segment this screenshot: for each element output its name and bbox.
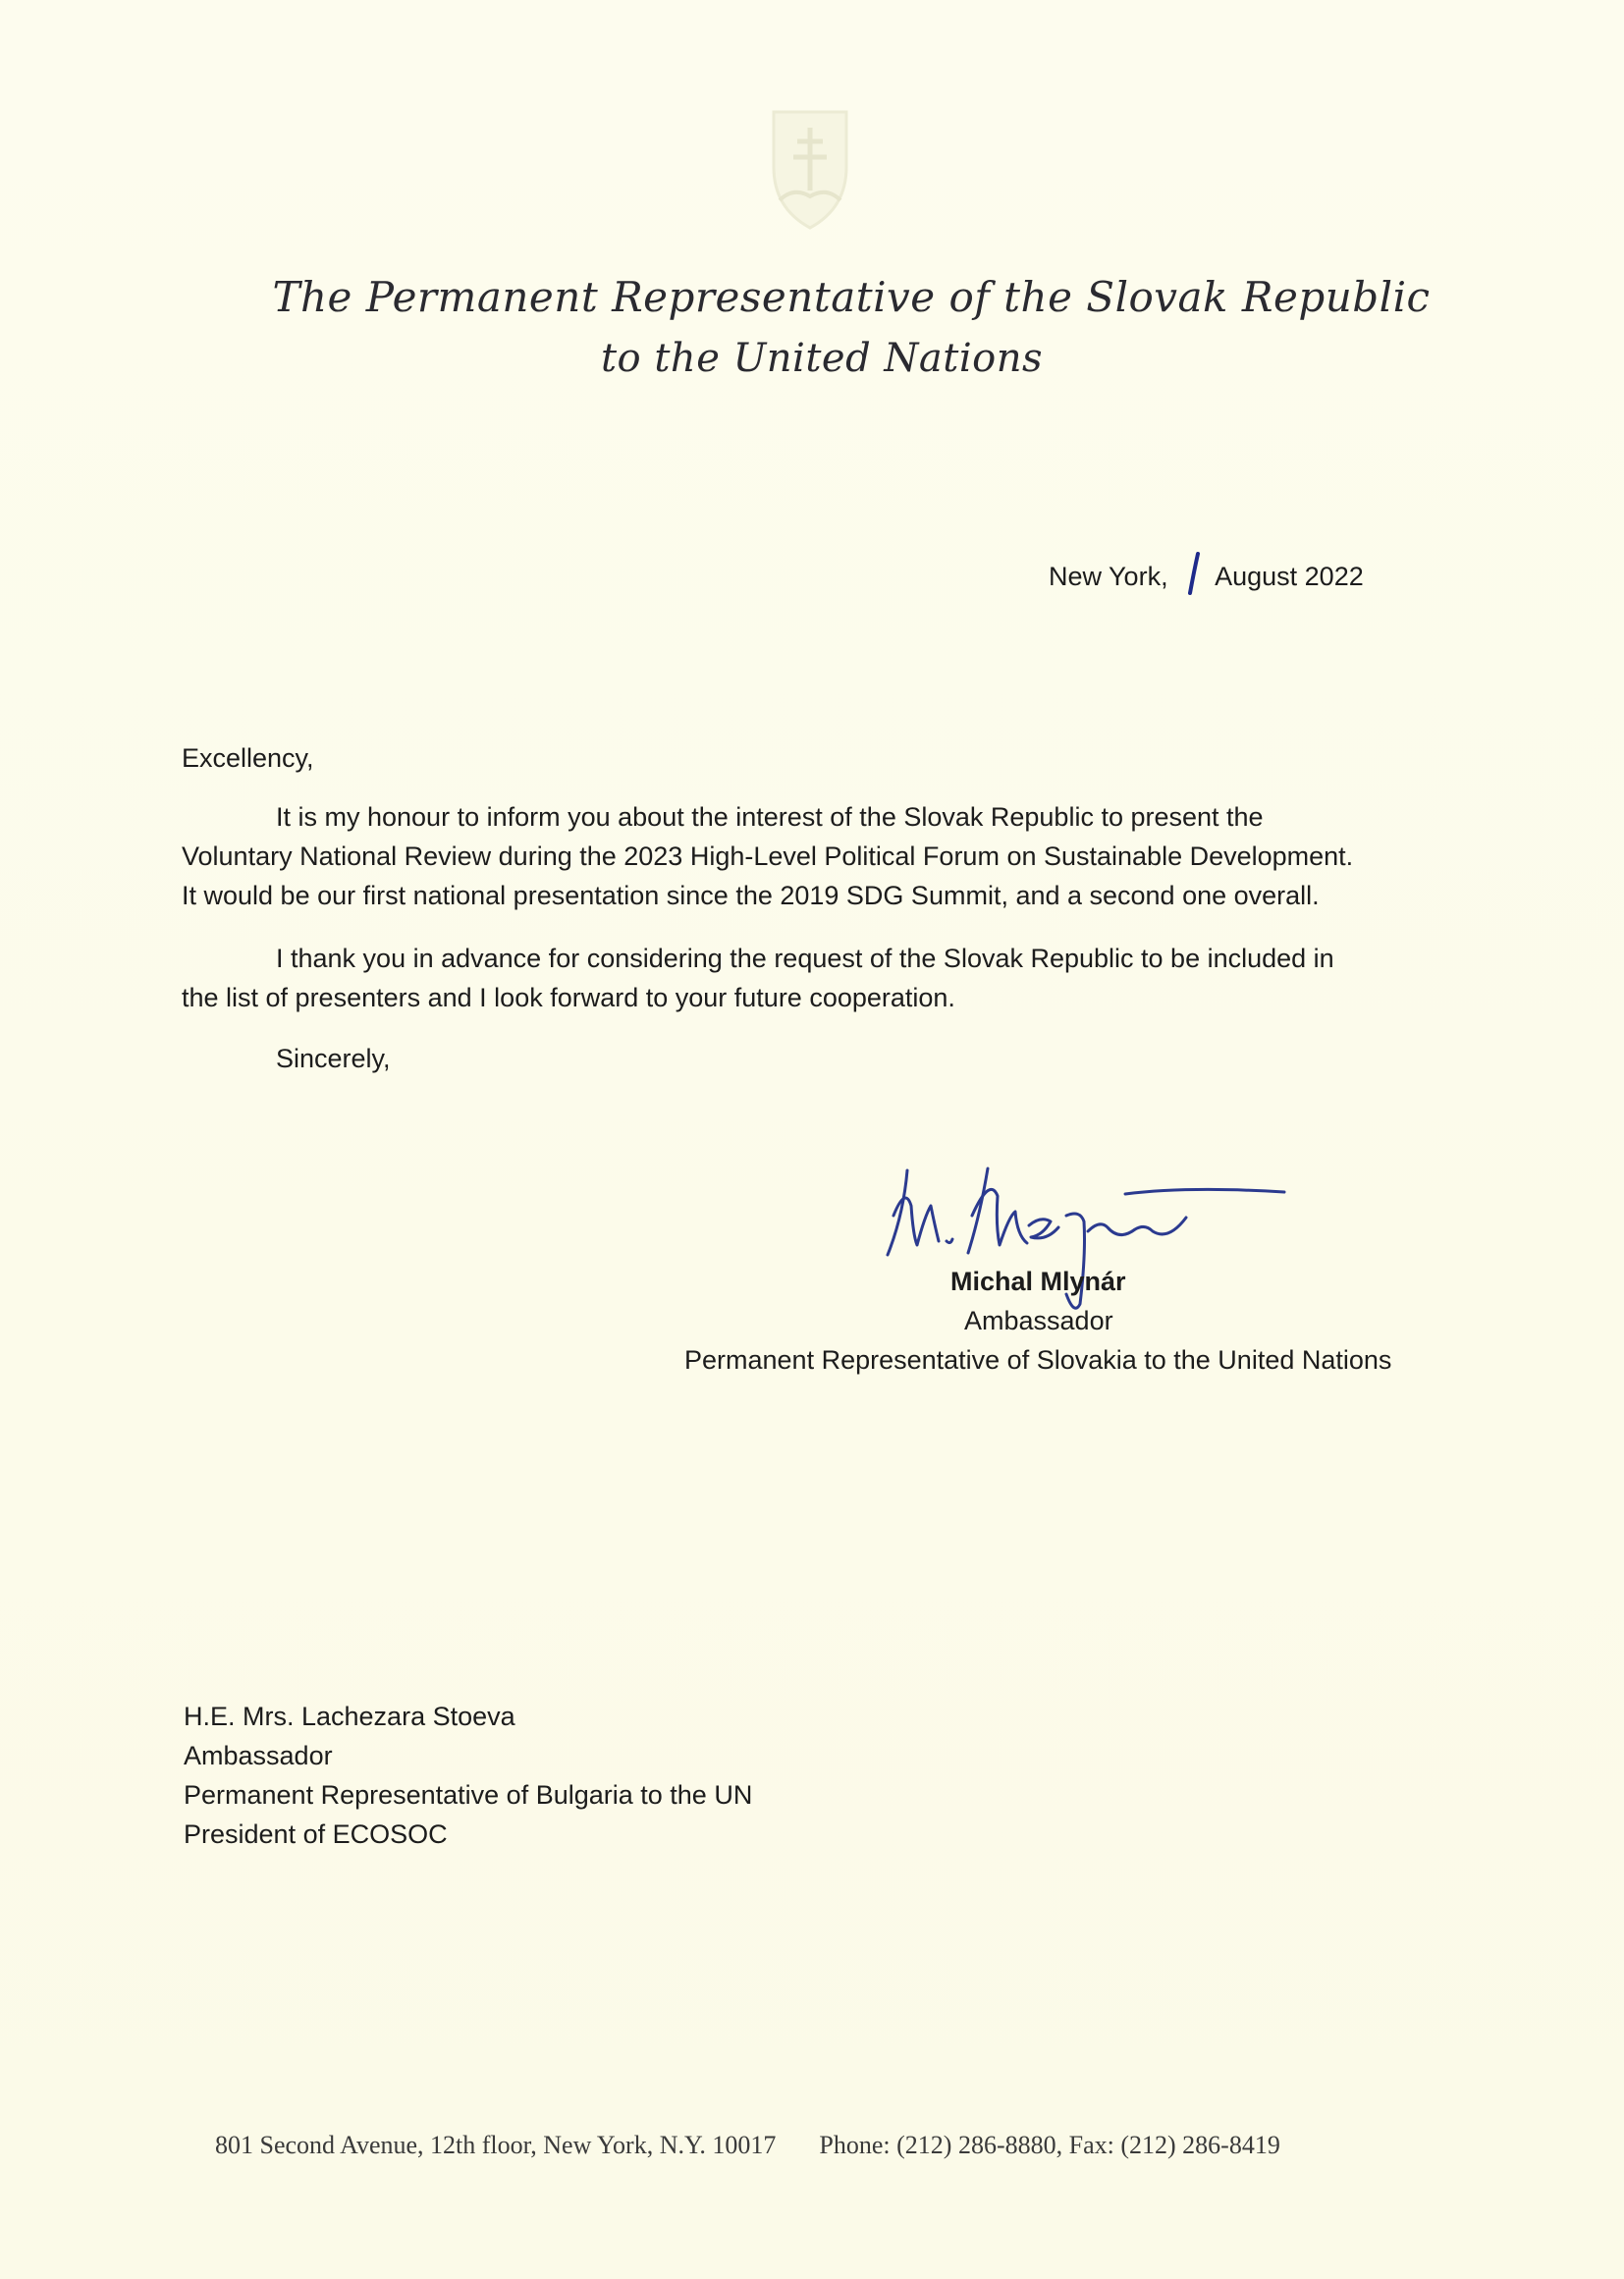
paragraph-1-line: It would be our first national presentation since the 2019 SDG Summit, and a second one overall. bbox=[182, 881, 1320, 910]
letterhead-subtitle: to the United Nations bbox=[600, 336, 1043, 381]
signatory-name: Michal Mlynár bbox=[950, 1267, 1126, 1296]
salutation: Excellency, bbox=[182, 743, 314, 773]
date-place: New York, bbox=[1049, 562, 1168, 591]
addressee-name: H.E. Mrs. Lachezara Stoeva bbox=[184, 1702, 515, 1731]
paragraph-1-line: Voluntary National Review during the 2023 High-Level Political Forum on Sustainable Development. bbox=[182, 841, 1354, 871]
date-line bbox=[1049, 552, 1364, 595]
date-month-year: August 2022 bbox=[1215, 562, 1364, 591]
letterhead-footer bbox=[215, 2131, 1280, 2160]
paragraph-1 bbox=[182, 797, 1353, 915]
handwritten-day bbox=[1183, 552, 1205, 595]
signatory-title: Ambassador bbox=[964, 1306, 1113, 1335]
paragraph-1-line: It is my honour to inform you about the interest of the Slovak Republic to present the bbox=[276, 802, 1264, 832]
paragraph-2 bbox=[182, 939, 1334, 1017]
closing: Sincerely, bbox=[276, 1044, 391, 1073]
coat-of-arms-emblem-icon bbox=[766, 106, 854, 234]
addressee-office: President of ECOSOC bbox=[184, 1819, 448, 1849]
handwritten-signature bbox=[874, 1147, 1306, 1324]
footer-contact: Phone: (212) 286-8880, Fax: (212) 286-8419 bbox=[819, 2131, 1280, 2159]
paragraph-2-line: I thank you in advance for considering the request of the Slovak Republic to be included in bbox=[276, 944, 1334, 973]
addressee-role: Permanent Representative of Bulgaria to the UN bbox=[184, 1780, 753, 1810]
letterhead-title: The Permanent Representative of the Slovak Republic bbox=[272, 273, 1431, 321]
addressee-title: Ambassador bbox=[184, 1741, 333, 1770]
addressee-block bbox=[184, 1697, 752, 1854]
footer-address: 801 Second Avenue, 12th floor, New York, N.Y. 10017 bbox=[215, 2131, 777, 2159]
paragraph-2-line: the list of presenters and I look forward to your future cooperation. bbox=[182, 983, 955, 1012]
signatory-role: Permanent Representative of Slovakia to the United Nations bbox=[684, 1345, 1392, 1375]
